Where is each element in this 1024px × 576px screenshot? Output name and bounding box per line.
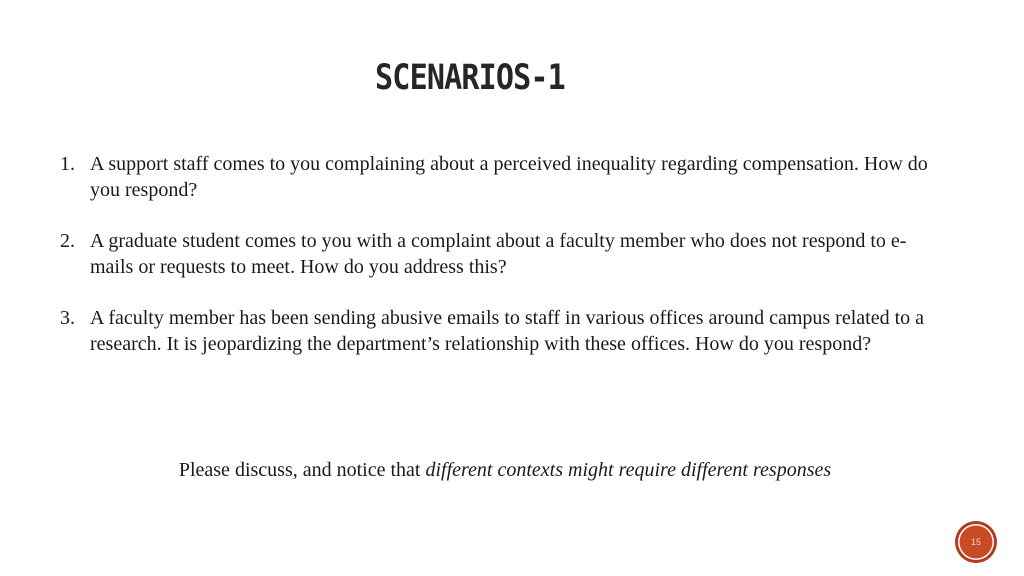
- discussion-prompt: [0, 457, 1010, 483]
- page-number-badge: [958, 524, 994, 560]
- slide-title: SCENARIOS-1: [375, 58, 565, 98]
- scenario-number: 3.: [60, 307, 75, 329]
- scenario-text: A faculty member has been sending abusive emails to staff in various offices around campus related to a research. It is jeopardizing the department’s relationship with these offices. How do you respond?: [90, 307, 925, 355]
- scenario-number: 2.: [60, 230, 75, 252]
- scenario-text: A graduate student comes to you with a complaint about a faculty member who does not respond to e-mails or requests to meet. How do you address this?: [90, 230, 907, 278]
- scenario-number: 1.: [60, 153, 75, 175]
- discussion-emphasis: different contexts might require different responses: [425, 459, 832, 481]
- scenario-item-2: [60, 229, 940, 280]
- scenario-text: A support staff comes to you complaining about a perceived inequality regarding compensation. How do you respond?: [90, 153, 928, 201]
- page-number: 15: [970, 537, 981, 547]
- scenario-item-3: [60, 306, 940, 357]
- scenario-list: [60, 152, 940, 383]
- scenario-item-1: [60, 152, 940, 203]
- discussion-prefix: Please discuss, and notice that: [178, 459, 426, 481]
